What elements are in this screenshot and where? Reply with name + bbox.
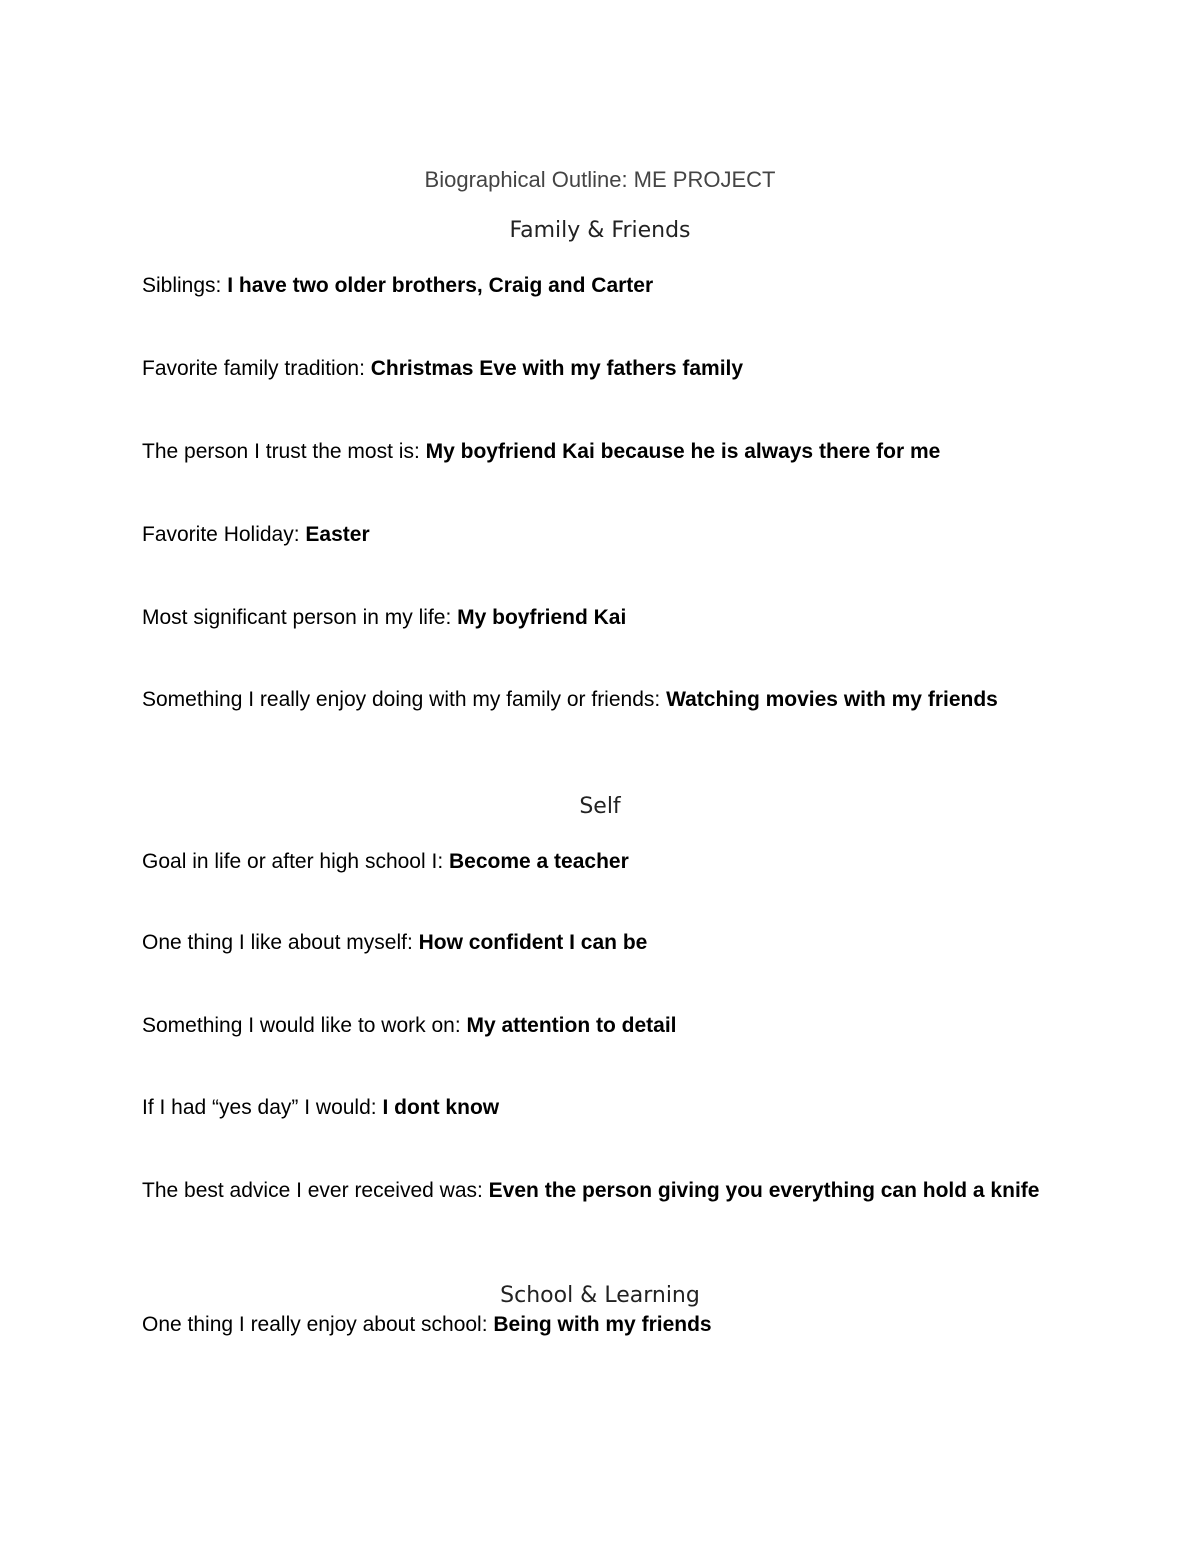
- entry-label: The best advice I ever received was:: [142, 1179, 489, 1202]
- section-heading-self: Self: [579, 794, 621, 819]
- entry-life-goal: [142, 848, 1052, 876]
- entry-best-advice: [142, 1177, 1052, 1205]
- entry-answer: Being with my friends: [493, 1313, 712, 1336]
- entry-label: One thing I like about myself:: [142, 931, 419, 954]
- entry-family-tradition: [142, 355, 1052, 383]
- entry-yes-day: [142, 1094, 1052, 1122]
- entry-label: Goal in life or after high school I:: [142, 850, 449, 873]
- entry-work-on: [142, 1012, 1052, 1040]
- entry-label: Something I really enjoy doing with my family or friends:: [142, 688, 667, 711]
- entry-answer: Watching movies with my friends: [666, 688, 998, 711]
- entry-answer: Christmas Eve with my fathers family: [370, 357, 744, 380]
- entry-label: Siblings:: [142, 274, 228, 297]
- entry-answer: Become a teacher: [449, 850, 629, 873]
- entry-enjoy-school: [142, 1311, 1052, 1339]
- entry-label: The person I trust the most is:: [142, 440, 426, 463]
- entry-answer: Easter: [305, 523, 370, 546]
- entry-answer: My boyfriend Kai: [457, 606, 627, 629]
- entry-answer: How confident I can be: [418, 931, 648, 954]
- entry-label: Most significant person in my life:: [142, 606, 458, 629]
- entry-siblings: [142, 272, 1052, 300]
- entry-answer: I have two older brothers, Craig and Carter: [227, 274, 654, 297]
- entry-like-about-myself: [142, 929, 1052, 957]
- entry-significant-person: [142, 604, 1052, 632]
- entry-answer: Even the person giving you everything can hold a knife: [488, 1179, 1040, 1202]
- document-title: Biographical Outline: ME PROJECT: [424, 167, 776, 192]
- entry-trusted-person: [142, 438, 1052, 466]
- entry-answer: My attention to detail: [466, 1014, 677, 1037]
- entry-label: Favorite Holiday:: [142, 523, 306, 546]
- entry-answer: My boyfriend Kai because he is always there for me: [425, 440, 941, 463]
- entry-label: If I had “yes day” I would:: [142, 1096, 383, 1119]
- entry-answer: I dont know: [382, 1096, 500, 1119]
- entry-label: Something I would like to work on:: [142, 1014, 467, 1037]
- entry-label: One thing I really enjoy about school:: [142, 1313, 494, 1336]
- entry-favorite-holiday: [142, 521, 1052, 549]
- entry-enjoy-with-family: [142, 686, 1052, 714]
- section-heading-family-friends: Family & Friends: [509, 218, 691, 243]
- section-heading-school-learning: School & Learning: [500, 1283, 700, 1308]
- entry-label: Favorite family tradition:: [142, 357, 371, 380]
